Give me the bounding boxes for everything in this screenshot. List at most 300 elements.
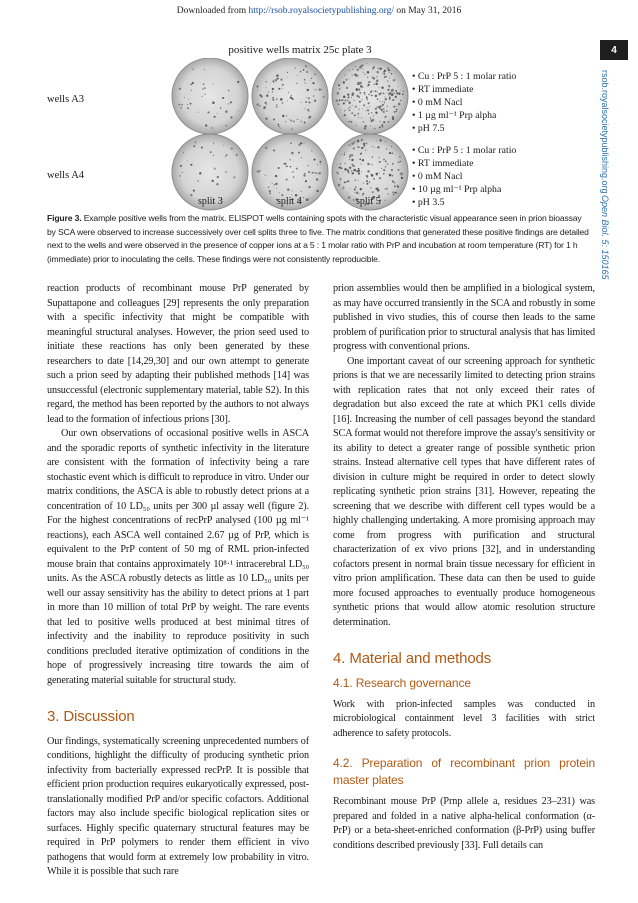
spot (353, 147, 355, 149)
spot (268, 92, 269, 93)
spot (323, 96, 325, 98)
spot (391, 169, 393, 171)
spot (344, 114, 346, 116)
spot (351, 97, 352, 98)
spot (337, 164, 338, 165)
spot (396, 92, 398, 94)
spot (386, 110, 388, 112)
spot (387, 67, 389, 69)
spot (282, 115, 284, 117)
spot (287, 100, 288, 101)
spot (190, 84, 191, 85)
spot (265, 118, 267, 120)
spot (401, 177, 403, 179)
spot (377, 146, 379, 148)
spot (346, 182, 347, 183)
spot (277, 124, 279, 126)
spot (366, 183, 368, 185)
row-label-a4: wells A4 (47, 170, 85, 181)
spot (190, 103, 192, 105)
spot (353, 199, 354, 200)
spot (205, 124, 207, 126)
spot (303, 197, 304, 198)
spot (293, 176, 295, 178)
spot (198, 112, 199, 113)
spot (353, 169, 356, 172)
spot (367, 109, 369, 111)
spot (357, 147, 358, 148)
spot (201, 147, 203, 149)
spot (257, 86, 259, 88)
spot (276, 188, 277, 189)
spot (351, 94, 353, 96)
spot (286, 115, 287, 116)
spot (372, 146, 373, 147)
spot (358, 173, 360, 175)
spot (305, 82, 306, 83)
spot (368, 102, 370, 104)
spot (335, 99, 337, 101)
spot (379, 177, 381, 179)
spot (396, 106, 397, 107)
spot (342, 99, 344, 101)
spot (377, 99, 378, 100)
spot (381, 125, 383, 127)
spot (291, 190, 292, 191)
spot (311, 150, 312, 151)
spot (315, 172, 317, 174)
spot (386, 188, 388, 190)
spot (274, 118, 275, 119)
paragraph: Our own observations of occasional positive wells in ASCA and the sporadic reports of synthetic infectivity in the literature are consistent with the formation of infectivity being a rare stochastic event which is difficult to reproduce in vitro. Under our matrix conditions, the ASCA is able to robustly detect prions at a concentration of 10 LD₅₀ units per 300 µl assay well (figure 2). For the highest concentrations of recPrP analysed (100 µg ml⁻¹ reactions), each ASCA well contained 2.67 µg of PrP, which is equivalent to the PrP content of 50 mg of RML prion-infected mouse brain that contains approximately 10⁸·¹ intracerebral LD₅₀ units. As the ASCA robustly detects as little as 10 LD₅₀ units per well our assay sensitivity has the ability to detect prions at 1 part in more than 10 million of total PrP by weight. The rare events that led to positive wells produced at best minimal titres of infectivity and the inability to reproduce positivity in such conditions precluded iterative optimization of conditions in the hope of progressively increasing titre towards the aim of generating material suitable for structural study. (47, 428, 309, 686)
spot (320, 161, 322, 163)
spot (385, 96, 386, 97)
spot (237, 81, 239, 83)
spot (363, 143, 365, 145)
spot (363, 183, 364, 184)
spot (366, 107, 367, 108)
spot (358, 168, 359, 169)
spot (394, 185, 396, 187)
spot (310, 80, 311, 81)
spot (304, 173, 306, 175)
spot (225, 125, 227, 127)
spot (341, 100, 342, 101)
spot (356, 69, 358, 71)
section-heading-discussion: 3. Discussion (47, 708, 135, 725)
spot (371, 164, 372, 165)
spot (300, 121, 301, 122)
spot (344, 168, 347, 171)
spot (268, 187, 270, 189)
spot (340, 163, 342, 165)
spot (259, 105, 261, 107)
spot (192, 82, 194, 84)
spot (400, 172, 403, 175)
spot (313, 89, 314, 90)
spot (313, 172, 314, 173)
spot (389, 152, 391, 154)
spot (266, 104, 267, 105)
spot (293, 120, 295, 122)
spot (181, 104, 182, 105)
spot (233, 176, 235, 178)
spot (357, 113, 359, 115)
spot (348, 102, 350, 104)
split-label-4: split 4 (277, 196, 302, 207)
spot (213, 143, 214, 144)
spot (392, 180, 394, 182)
spot (384, 117, 385, 118)
spot (372, 68, 374, 70)
right-column (333, 282, 595, 853)
spot (360, 163, 361, 164)
condition-item: • pH 7.5 (412, 122, 592, 135)
spot (393, 106, 395, 108)
spot (365, 150, 366, 151)
spot (308, 102, 309, 103)
spot (392, 152, 394, 154)
caption-text: Example positive wells from the matrix. ELISPOT wells containing spots with the characteristic visual appearance seen in prion bioassay by SCA were observed to increase successively over cell splits three to five. The matrix conditions that generated these positive findings are detailed next to the wells and were observed in the presence of copper ions at a 5 : 1 molar ratio with PrP and incubation at room temperature (RT) for 1 h (immediate) prior to inoculating the cells. These findings were not consistently reproducible. (47, 213, 589, 264)
spot (286, 178, 288, 180)
spot (275, 183, 277, 185)
spot (372, 191, 374, 193)
elispot-wells-image (170, 58, 410, 216)
spot (398, 92, 400, 94)
spot (375, 111, 377, 113)
spot (293, 154, 294, 155)
spot (379, 67, 381, 69)
spot (280, 78, 282, 80)
spot (351, 164, 353, 166)
download-link[interactable]: http://rsob.royalsocietypublishing.org/ (248, 6, 394, 16)
spot (351, 112, 353, 114)
spot (383, 108, 385, 110)
spot (216, 183, 218, 185)
condition-item: • 10 µg ml⁻¹ Prp alpha (412, 183, 592, 196)
spot (225, 156, 226, 157)
spot (311, 78, 312, 79)
spot (193, 145, 195, 147)
spot (370, 91, 372, 93)
spot (403, 91, 404, 92)
spot (272, 183, 273, 184)
spot (347, 193, 348, 194)
spot (376, 106, 377, 107)
spot (298, 152, 300, 154)
spot (375, 95, 377, 97)
spot (214, 168, 215, 169)
spot (372, 156, 373, 157)
spot (383, 159, 385, 161)
spot (188, 99, 189, 100)
spot (386, 76, 387, 77)
spot (347, 93, 349, 95)
spot (318, 172, 321, 175)
spot (341, 167, 343, 169)
spot (401, 90, 402, 91)
spot (187, 104, 188, 105)
spot (375, 188, 377, 190)
spot (276, 98, 278, 100)
condition-item: • 0 mM Nacl (412, 170, 592, 183)
spot (364, 147, 365, 148)
spot (365, 110, 366, 111)
spot (342, 189, 343, 190)
spot (272, 91, 273, 92)
spot (402, 93, 404, 95)
spot (367, 177, 368, 178)
elispot-well (252, 58, 328, 134)
spot (220, 107, 222, 109)
spot (193, 190, 195, 192)
spot (349, 167, 351, 169)
paragraph: Recombinant mouse PrP (Prnp allele a, residues 23–231) was prepared and folded in a native alpha-helical conformation (α-PrP) or a beta-sheet-enriched conformation (β-PrP) using buffer conditions described previously [33]. Full details can (333, 796, 595, 851)
spot (371, 112, 372, 113)
spot (303, 69, 305, 71)
spot (383, 71, 385, 73)
spot (308, 171, 310, 173)
spot (392, 175, 393, 176)
spot (353, 170, 354, 171)
spot (184, 97, 185, 98)
spot (277, 78, 279, 80)
spot (291, 152, 293, 154)
spot (384, 102, 385, 103)
spot (387, 80, 388, 81)
spot (287, 188, 290, 191)
spot (380, 93, 382, 95)
spot (179, 88, 181, 90)
spot (344, 110, 346, 112)
spot (370, 117, 371, 118)
spot (287, 72, 288, 73)
spot (305, 180, 307, 182)
spot (265, 81, 267, 83)
spot (349, 156, 351, 158)
spot (210, 151, 212, 153)
spot (343, 81, 345, 83)
spot (376, 76, 377, 77)
spot (358, 96, 360, 98)
spot (343, 96, 346, 99)
side-site-link[interactable]: rsob.royalsocietypublishing.org (600, 70, 610, 194)
spot (387, 106, 388, 107)
spot (298, 143, 300, 145)
spot (225, 171, 227, 173)
spot (273, 119, 275, 121)
spot (388, 69, 390, 71)
spot (367, 99, 368, 100)
spot (280, 98, 283, 101)
spot (179, 175, 180, 176)
spot (382, 92, 384, 94)
spot (204, 87, 206, 89)
figure-caption (47, 212, 592, 266)
spot (388, 121, 389, 122)
spot (259, 94, 261, 96)
spot (396, 108, 398, 110)
spot (190, 194, 192, 196)
condition-item: • 0 mM Nacl (412, 96, 592, 109)
spot (383, 73, 385, 75)
spot (238, 110, 239, 111)
spot (396, 111, 397, 112)
spot (213, 83, 214, 84)
spot (373, 115, 374, 116)
condition-item: • RT immediate (412, 157, 592, 170)
spot (361, 139, 363, 141)
spot (349, 109, 350, 110)
spot (197, 180, 199, 182)
spot (214, 116, 216, 118)
spot (351, 154, 353, 156)
spot (354, 115, 356, 117)
spot (351, 159, 353, 161)
spot (383, 173, 385, 175)
spot (367, 163, 370, 166)
spot (370, 125, 371, 126)
download-prefix: Downloaded from (176, 6, 249, 16)
spot (377, 71, 379, 73)
spot (272, 80, 274, 82)
spot (389, 77, 390, 78)
spot (372, 77, 374, 79)
spot (272, 97, 274, 99)
spot (369, 181, 370, 182)
spot (314, 74, 315, 75)
spot (338, 184, 341, 187)
spot (202, 88, 204, 90)
spot (364, 94, 365, 95)
spot (308, 165, 309, 166)
spot (386, 148, 387, 149)
spot (257, 90, 258, 91)
spot (358, 89, 359, 90)
spot (354, 189, 356, 191)
subsection-heading-governance: 4.1. Research governance (333, 675, 471, 690)
spot (291, 128, 292, 129)
conditions-a3 (412, 70, 592, 135)
spot (398, 86, 399, 87)
spot (282, 84, 284, 86)
spot (369, 106, 370, 107)
spot (370, 119, 371, 120)
spot (350, 121, 352, 123)
spot (313, 159, 315, 161)
spot (382, 101, 383, 102)
spot (349, 70, 350, 71)
spot (213, 155, 214, 156)
spot (366, 63, 367, 64)
subsection-heading-preparation: 4.2. Preparation of recombinant prion protein master plates (333, 756, 595, 787)
condition-item: • pH 3.5 (412, 196, 592, 209)
spot (388, 193, 389, 194)
spot (228, 90, 230, 92)
spot (370, 187, 371, 188)
spot (375, 83, 377, 85)
spot (364, 125, 366, 127)
spot (339, 99, 341, 101)
spot (363, 121, 365, 123)
spot (368, 113, 369, 114)
spot (389, 174, 392, 177)
spot (393, 79, 395, 81)
condition-item: • Cu : PrP 5 : 1 molar ratio (412, 144, 592, 157)
spot (304, 122, 306, 124)
spot (380, 121, 381, 122)
spot (316, 190, 318, 192)
conditions-a4 (412, 144, 592, 209)
spot (389, 92, 390, 93)
spot (321, 89, 322, 90)
spot (291, 172, 292, 173)
spot (387, 163, 389, 165)
spot (379, 126, 381, 128)
spot (392, 89, 394, 91)
spot (367, 170, 370, 173)
spot (316, 178, 319, 181)
spot (348, 172, 350, 174)
spot (207, 111, 209, 113)
spot (286, 165, 288, 167)
spot (212, 180, 214, 182)
spot (394, 182, 395, 183)
spot (397, 185, 398, 186)
spot (385, 161, 387, 163)
spot (348, 108, 349, 109)
spot (378, 106, 379, 107)
spot (300, 71, 302, 73)
spot (354, 93, 355, 94)
spot (312, 172, 314, 174)
spot (362, 99, 363, 100)
caption-label: Figure 3. (47, 213, 82, 223)
spot (338, 84, 340, 86)
spot (217, 113, 218, 114)
spot (337, 92, 340, 95)
spot (359, 159, 361, 161)
spot (342, 187, 344, 189)
spot (339, 166, 341, 168)
spot (308, 186, 310, 188)
spot (307, 109, 309, 111)
spot (320, 164, 321, 165)
spot (389, 72, 390, 73)
spot (377, 92, 378, 93)
spot (187, 107, 189, 109)
spot (345, 79, 347, 81)
condition-item: • Cu : PrP 5 : 1 molar ratio (412, 70, 592, 83)
download-notice (0, 6, 638, 16)
spot (269, 193, 271, 195)
spot (368, 81, 370, 83)
spot (383, 121, 385, 123)
spot (359, 66, 361, 68)
spot (366, 180, 368, 182)
spot (265, 175, 266, 176)
spot (357, 74, 359, 76)
spot (370, 173, 371, 174)
spot (296, 168, 298, 170)
spot (388, 85, 390, 87)
spot (376, 174, 378, 176)
spot (362, 159, 364, 161)
spot (346, 87, 348, 89)
spot (226, 154, 228, 156)
spot (279, 192, 280, 193)
spot (362, 87, 363, 88)
